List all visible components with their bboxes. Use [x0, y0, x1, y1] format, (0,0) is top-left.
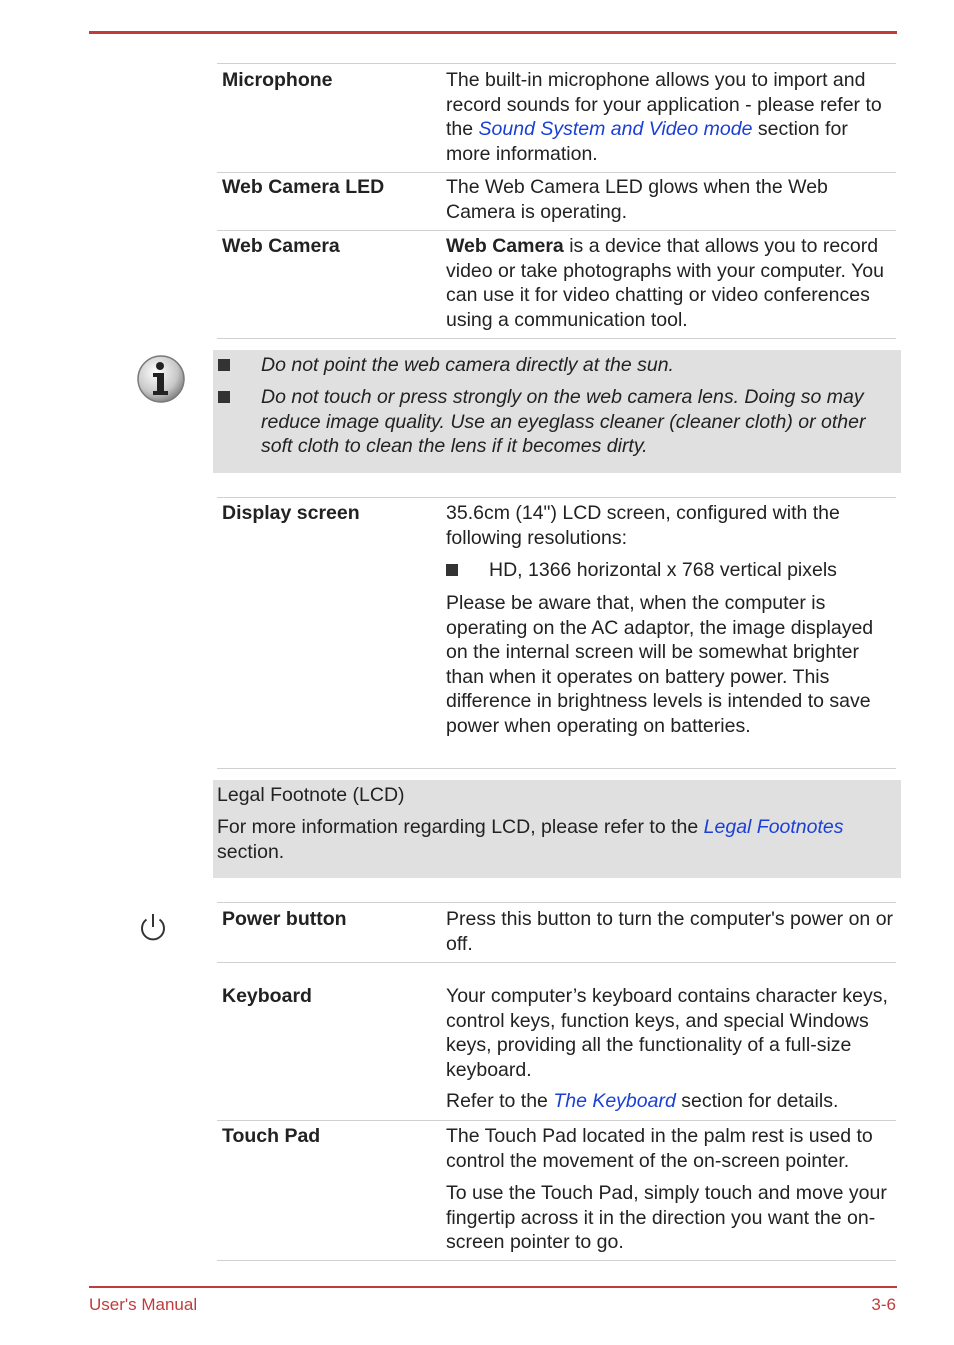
- info-icon: [136, 354, 186, 404]
- desc-text: Refer to the: [446, 1090, 554, 1112]
- table-separator: [217, 230, 896, 231]
- desc-text: The built-in microphone allows you to import and record sounds for your application - please refer to the: [446, 69, 882, 140]
- desc-bold: Web Camera: [446, 235, 564, 257]
- table-separator: [217, 962, 896, 963]
- header-rule: [89, 31, 897, 34]
- table-separator: [217, 63, 896, 64]
- desc-power: Press this button to turn the computer's power on or off.: [446, 908, 894, 955]
- power-icon: [138, 911, 168, 943]
- term-microphone: Microphone: [222, 69, 333, 91]
- term-webcam: Web Camera: [222, 235, 340, 257]
- bullet-square: [218, 359, 230, 371]
- term-display: Display screen: [222, 502, 360, 524]
- footer-manual-title: User's Manual: [89, 1295, 198, 1314]
- desc-text: section for details.: [675, 1090, 839, 1112]
- desc-display-note: Please be aware that, when the computer is operating on the AC adaptor, the image displayed on the internal screen will be somewhat brighter than when it operates on battery power. This difference in brightness levels is intended to save power when operating on batteries.: [446, 592, 874, 737]
- bullet-square: [218, 391, 230, 403]
- footer-page-number: 3-6: [871, 1295, 896, 1314]
- link-legal-footnotes[interactable]: Legal Footnotes: [703, 816, 844, 838]
- term-power: Power button: [222, 908, 347, 930]
- link-the-keyboard[interactable]: The Keyboard: [553, 1090, 676, 1112]
- table-separator: [217, 497, 896, 498]
- legal-footnote-title: Legal Footnote (LCD): [217, 784, 405, 806]
- link-sound-system[interactable]: Sound System and Video mode: [478, 118, 753, 140]
- desc-text: is a device that allows you to record video or take photographs with your computer. You can use it for video chatting or video conferences using a communication tool.: [446, 235, 884, 331]
- note-item: Do not touch or press strongly on the web camera lens. Doing so may reduce image quality. Use an eyeglass cleaner (cleaner cloth) or other soft cloth to clean the lens if it becomes dirty.: [261, 386, 866, 457]
- table-separator: [217, 338, 896, 339]
- legal-text: For more information regarding LCD, please refer to the: [217, 816, 704, 838]
- term-touchpad: Touch Pad: [222, 1125, 321, 1147]
- table-separator: [217, 1260, 896, 1261]
- desc-webcam: [446, 234, 896, 332]
- term-webcam-led: Web Camera LED: [222, 176, 385, 198]
- table-separator: [217, 172, 896, 173]
- footer-rule: [89, 1286, 897, 1288]
- bullet-square: [446, 564, 458, 576]
- desc-touchpad-2: To use the Touch Pad, simply touch and move your fingertip across it in the direction you want the on-screen pointer to go.: [446, 1182, 887, 1253]
- desc-text: section for more information.: [446, 118, 848, 165]
- desc-touchpad-1: The Touch Pad located in the palm rest is used to control the movement of the on-screen pointer.: [446, 1125, 873, 1172]
- display-resolution: HD, 1366 horizontal x 768 vertical pixels: [489, 559, 837, 581]
- term-keyboard: Keyboard: [222, 985, 312, 1007]
- note-item: Do not point the web camera directly at the sun.: [261, 354, 674, 376]
- desc-keyboard: Your computer’s keyboard contains character keys, control keys, function keys, and special Windows keys, providing all the functionality of a full-size keyboard.: [446, 985, 888, 1081]
- desc-webcam-led: The Web Camera LED glows when the Web Camera is operating.: [446, 176, 828, 223]
- desc-display-intro: 35.6cm (14") LCD screen, configured with the following resolutions:: [446, 502, 840, 549]
- legal-text: section.: [217, 840, 285, 863]
- table-separator: [217, 768, 896, 769]
- desc-keyboard-ref: [446, 1089, 896, 1114]
- table-separator: [217, 1120, 896, 1121]
- table-separator: [217, 902, 896, 903]
- desc-microphone: [446, 68, 896, 166]
- legal-footnote-text: [217, 815, 887, 864]
